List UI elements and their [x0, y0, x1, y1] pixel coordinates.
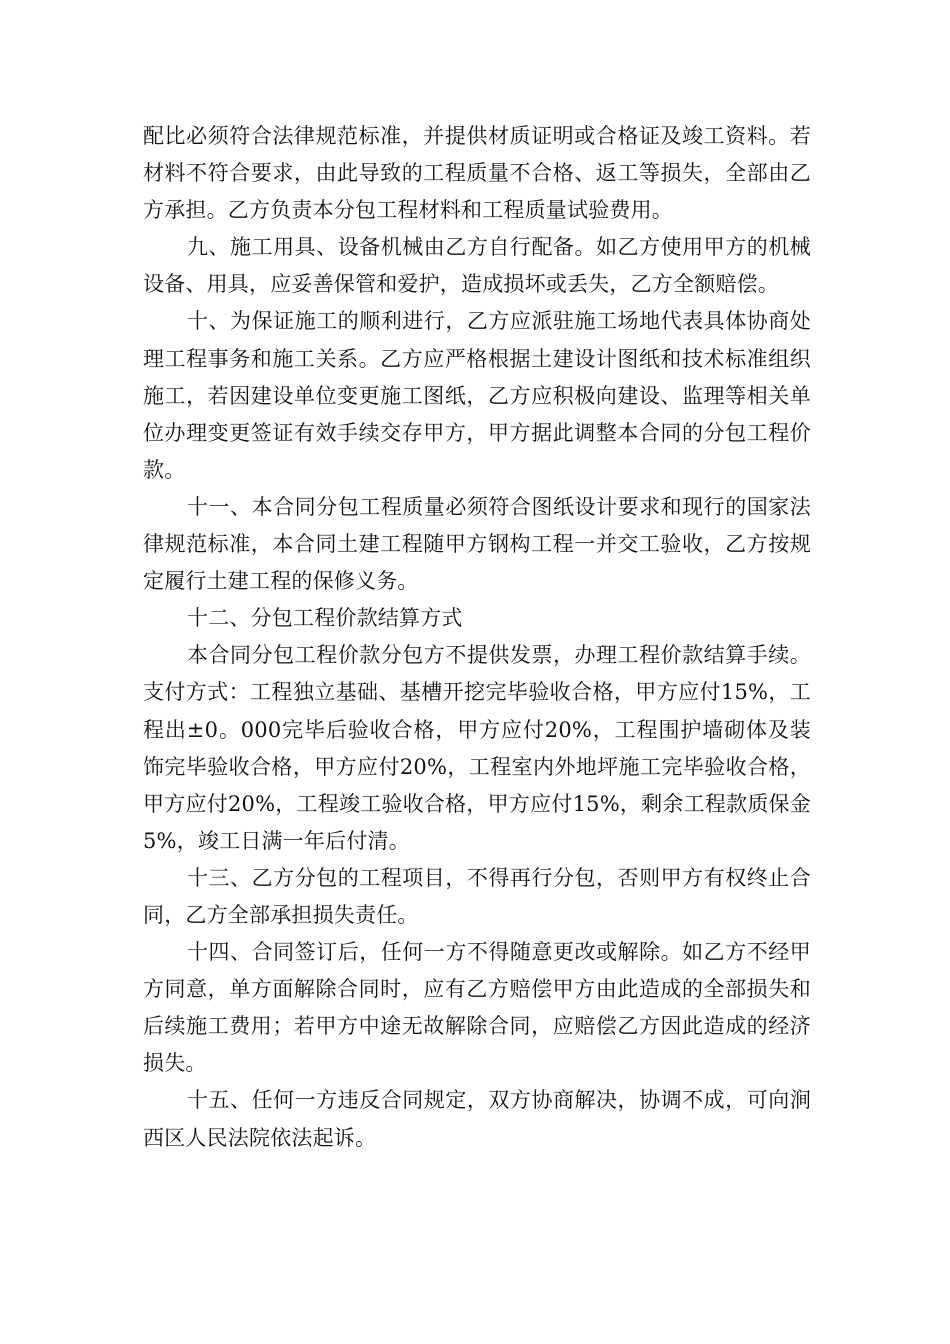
- paragraph-clause-13: 十三、乙方分包的工程项目，不得再行分包，否则甲方有权终止合同，乙方全部承担损失责任。: [143, 865, 811, 927]
- paragraph-clause-9: 九、施工用具、设备机械由乙方自行配备。如乙方使用甲方的机械设备、用具，应妥善保管和爱护，造成损坏或丢失，乙方全额赔偿。: [143, 235, 811, 297]
- paragraph-clause-11: 十一、本合同分包工程质量必须符合图纸设计要求和现行的国家法律规范标准，本合同土建工程随甲方钢构工程一并交工验收，乙方按规定履行土建工程的保修义务。: [143, 494, 811, 594]
- document-page: [143, 118, 811, 1157]
- paragraph-payment-terms: 本合同分包工程价款分包方不提供发票，办理工程价款结算手续。支付方式：工程独立基础、基槽开挖完毕验收合格，甲方应付15%，工程出±0。000完毕后验收合格，甲方应付20%，工程围护墙砌体及装饰完毕验收合格，甲方应付20%，工程室内外地坪施工完毕验收合格，甲方应付20%，工程竣工验收合格，甲方应付15%，剩余工程款质保金5%，竣工日满一年后付清。: [143, 643, 811, 853]
- paragraph-clause-14: 十四、合同签订后，任何一方不得随意更改或解除。如乙方不经甲方同意，单方面解除合同时，应有乙方赔偿甲方由此造成的全部损失和后续施工费用；若甲方中途无故解除合同，应赔偿乙方因此造成的经济损失。: [143, 940, 811, 1076]
- paragraph-clause-10: 十、为保证施工的顺利进行，乙方应派驻施工场地代表具体协商处理工程事务和施工关系。乙方应严格根据土建设计图纸和技术标准组织施工，若因建设单位变更施工图纸，乙方应积极向建设、监理等相关单位办理变更签证有效手续交存甲方，甲方据此调整本合同的分包工程价款。: [143, 309, 811, 482]
- paragraph-materials: 配比必须符合法律规范标准，并提供材质证明或合格证及竣工资料。若材料不符合要求，由此导致的工程质量不合格、返工等损失，全部由乙方承担。乙方负责本分包工程材料和工程质量试验费用。: [143, 124, 811, 223]
- paragraph-clause-12-heading: 十二、分包工程价款结算方式: [187, 606, 463, 631]
- paragraph-clause-15: 十五、任何一方违反合同规定，双方协商解决，协调不成，可向涧西区人民法院依法起诉。: [143, 1088, 811, 1150]
